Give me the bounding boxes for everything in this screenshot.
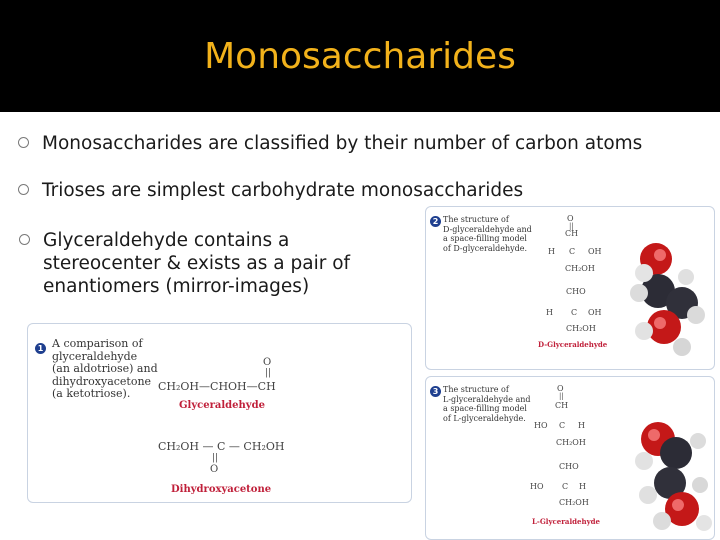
fischer2-c: C — [571, 308, 578, 317]
fischer2-c: C — [562, 482, 569, 491]
space-filling-model-d — [624, 231, 714, 369]
bullet-1-text: Monosaccharides are classified by their number of carbon atoms — [42, 133, 643, 154]
bullet-3 — [43, 229, 413, 298]
figure-d-glyceraldehyde-panel — [425, 206, 715, 370]
caption-line: of D-glyceraldehyde. — [443, 243, 528, 253]
caption-line: dihydroxyacetone — [52, 374, 152, 388]
figure-comparison-panel — [27, 323, 412, 503]
caption-line: a space-filling model — [443, 404, 527, 413]
caption-line: (a ketotriose). — [52, 387, 131, 400]
bullet-circle-icon — [19, 234, 30, 245]
fischer2-top: CHO — [566, 287, 586, 296]
figure-2-caption — [443, 215, 532, 253]
fischer-ho: HO — [534, 421, 548, 430]
caption-line: The structure of — [443, 385, 509, 394]
fischer2-oh: OH — [588, 308, 602, 317]
fischer2-bottom: CH₂OH — [559, 498, 589, 507]
bullet-2-text: Trioses are simplest carbohydrate monosaccharides — [42, 180, 524, 201]
fischer-c: C — [559, 421, 566, 430]
space-filling-model-l — [618, 405, 714, 537]
fischer-c: C — [569, 247, 576, 256]
bullet-3-line-1: Glyceraldehyde contains a — [43, 230, 290, 251]
fischer-h: H — [548, 247, 555, 256]
dihydroxyacetone-label: Dihydroxyacetone — [171, 484, 272, 495]
bullet-1 — [42, 132, 712, 155]
caption-line: The structure of — [443, 215, 509, 224]
fischer-oh: OH — [588, 247, 602, 256]
bullet-3-line-2: stereocenter & exists as a pair of — [43, 253, 351, 274]
caption-line: A comparison of — [52, 337, 143, 350]
glyceraldehyde-label: Glyceraldehyde — [179, 400, 265, 411]
fischer2-ho: HO — [530, 482, 544, 491]
caption-line: glyceraldehyde — [52, 349, 138, 363]
dihydroxyacetone-double-bond: || — [212, 453, 219, 463]
figure-1-caption — [52, 338, 158, 401]
fischer-bottom: CH₂OH — [556, 438, 586, 447]
bullet-2 — [42, 179, 712, 202]
caption-line: D-glyceraldehyde and — [443, 224, 532, 234]
bullet-3-line-3: enantiomers (mirror-images) — [43, 276, 310, 297]
caption-line: (an aldotriose) and — [52, 362, 158, 375]
fischer2-bottom: CH₂OH — [566, 324, 596, 333]
fischer2-top: CHO — [559, 462, 579, 471]
fischer-oxygen: O — [557, 384, 564, 393]
fischer2-h: H — [579, 482, 586, 491]
figure-1-badge: 1 — [35, 343, 46, 354]
d-glyceraldehyde-label: D-Glyceraldehyde — [538, 340, 608, 349]
fischer-oxygen: O — [567, 214, 574, 223]
figure-3-badge: 3 — [430, 386, 441, 397]
caption-line: of L-glyceraldehyde. — [443, 413, 526, 423]
fischer-aldehyde: CH — [565, 229, 579, 238]
l-glyceraldehyde-label: L-Glyceraldehyde — [532, 517, 600, 526]
figure-2-badge: 2 — [430, 216, 441, 227]
glyceraldehyde-double-bond: || — [265, 368, 272, 378]
fischer-h: H — [578, 421, 585, 430]
fischer-bottom: CH₂OH — [565, 264, 595, 273]
caption-line: a space-filling model — [443, 234, 527, 243]
glyceraldehyde-formula: CH₂OH—CHOH—CH — [158, 380, 276, 393]
figure-3-caption — [443, 385, 531, 423]
dihydroxyacetone-formula: CH₂OH — C — CH₂OH — [158, 440, 285, 453]
fischer-aldehyde: CH — [555, 401, 569, 410]
dihydroxyacetone-oxygen: O — [210, 464, 219, 475]
bullet-circle-icon — [18, 184, 29, 195]
fischer-double-bond: || — [559, 392, 564, 400]
glyceraldehyde-oxygen: O — [263, 357, 272, 368]
slide-title: Monosaccharides — [204, 36, 516, 77]
caption-line: L-glyceraldehyde and — [443, 394, 531, 404]
fischer-double-bond: || — [569, 222, 574, 230]
figure-l-glyceraldehyde-panel — [425, 376, 715, 540]
bullet-circle-icon — [18, 137, 29, 148]
fischer2-h: H — [546, 308, 553, 317]
